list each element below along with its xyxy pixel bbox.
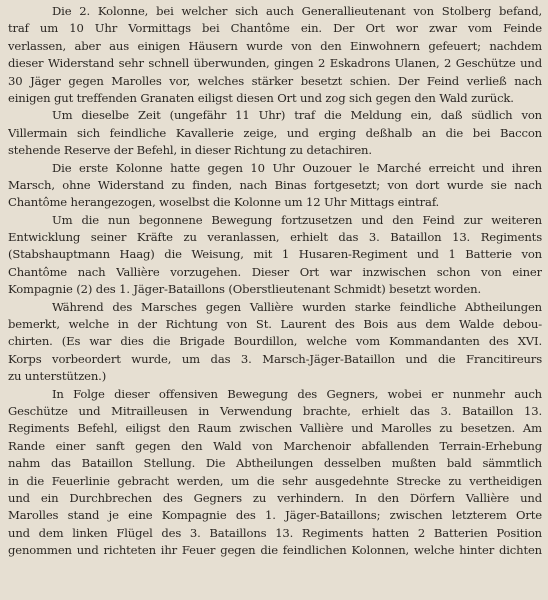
text-line: Während des Marsches gegen Vallière wurden starke feindliche Abtheilungen (52, 299, 542, 314)
text-line: Villermain sich feindliche Kavallerie zeige, und erging deßhalb an die bei Baccon (8, 125, 542, 140)
text-line: Entwicklung seiner Kräfte zu veranlassen, erhielt das 3. Bataillon 13. Regiments (8, 230, 542, 245)
text-line: Korps vorbeordert wurde, um das 3. Marsch-Jäger-Bataillon und die Francitireurs (8, 351, 542, 366)
text-line: bemerkt, welche in der Richtung von St. Laurent des Bois aus dem Walde debou- (8, 317, 542, 332)
paragraph (8, 212, 542, 299)
text-line: Chantôme herangezogen, woselbst die Kolonne um 12 Uhr Mittags eintraf. (8, 195, 440, 210)
paragraph (8, 160, 542, 212)
text-line: chirten. (Es war dies die Brigade Bourdillon, welche vom Kommandanten des XVI. (8, 334, 542, 349)
text-line: Marolles stand je eine Kompagnie des 1. Jäger-Bataillons; zwischen letzterem Orte (8, 508, 542, 523)
paragraph (8, 107, 542, 159)
text-line: Rande einer sanft gegen den Wald von Marchenoir abfallenden Terrain-Erhebung (8, 438, 542, 453)
text-line: stehende Reserve der Befehl, in dieser Richtung zu detachiren. (8, 143, 372, 158)
paragraph (8, 3, 542, 107)
text-line: und ein Durchbrechen des Gegners zu verhindern. In den Dörfern Vallière und (8, 490, 542, 505)
text-line: Um die nun begonnene Bewegung fortzusetzen und den Feind zur weiteren (52, 212, 542, 227)
text-line: Kompagnie (2) des 1. Jäger-Bataillons (Oberstlieutenant Schmidt) besetzt worden. (8, 282, 481, 297)
text-line: In Folge dieser offensiven Bewegung des Gegners, wobei er nunmehr auch (52, 386, 542, 401)
text-line: Geschütze und Mitrailleusen in Verwendung brachte, erhielt das 3. Bataillon 13. (8, 403, 542, 418)
paragraph (8, 299, 542, 386)
text-line: dieser Widerstand sehr schnell überwunden, gingen 2 Eskadrons Ulanen, 2 Geschütze und (8, 56, 542, 71)
text-line: Die 2. Kolonne, bei welcher sich auch Generallieutenant von Stolberg befand, (52, 4, 542, 18)
text-line: und dem linken Flügel des 3. Bataillons 13. Regiments hatten 2 Batterien Position (8, 525, 542, 540)
text-line: Chantôme nach Vallière vorzugehen. Dieser Ort war inzwischen schon von einer (8, 264, 542, 279)
text-line: Um dieselbe Zeit (ungefähr 11 Uhr) traf die Meldung ein, daß südlich von (52, 108, 542, 123)
text-line: in die Feuerlinie gebracht werden, um die sehr ausgedehnte Strecke zu vertheidigen (8, 473, 542, 488)
text-line: Die erste Kolonne hatte gegen 10 Uhr Ouzouer le Marché erreicht und ihren (52, 160, 542, 175)
text-line: Regiments Befehl, eiligst den Raum zwischen Vallière und Marolles zu besetzen. Am (8, 421, 542, 436)
text-line: zu unterstützen.) (8, 369, 107, 384)
text-line: 30 Jäger gegen Marolles vor, welches stärker besetzt schien. Der Feind verließ nach (8, 73, 542, 88)
paragraph (8, 386, 542, 560)
text-line: einigen gut treffenden Granaten eiligst diesen Ort und zog sich gegen den Wald zurück. (8, 90, 514, 105)
text-line: verlassen, aber aus einigen Häusern wurde von den Einwohnern gefeuert; nachdem (8, 38, 542, 53)
text-line: Marsch, ohne Widerstand zu finden, nach Binas fortgesetzt; von dort wurde sie nach (8, 177, 542, 192)
text-line: genommen und richteten ihr Feuer gegen die feindlichen Kolonnen, welche hinter dichten (8, 543, 542, 558)
text-line: nahm das Bataillon Stellung. Die Abtheilungen desselben mußten bald sämmtlich (8, 456, 542, 471)
text-line: traf um 10 Uhr Vormittags bei Chantôme ein. Der Ort wor zwar vom Feinde (8, 21, 542, 36)
text-line: (Stabshauptmann Haag) die Weisung, mit 1 Husaren-Regiment und 1 Batterie von (8, 247, 542, 262)
